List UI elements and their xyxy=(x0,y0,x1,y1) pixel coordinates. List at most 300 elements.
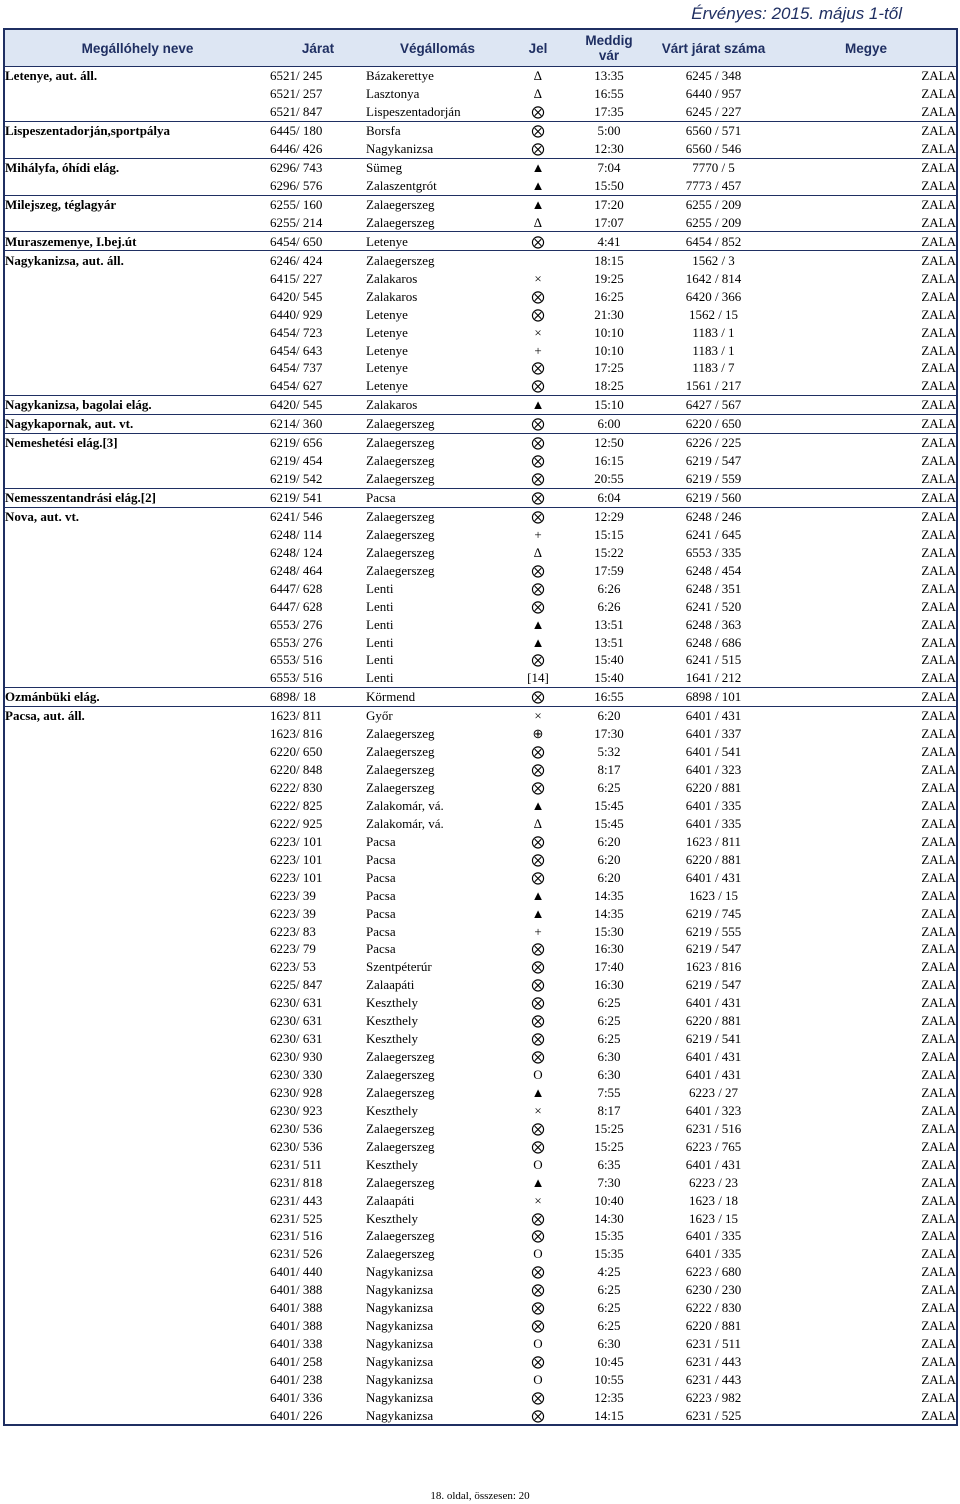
stop-name xyxy=(4,886,270,904)
stop-name xyxy=(4,323,270,341)
wait-until-time: 21:30 xyxy=(594,306,624,322)
stop-name xyxy=(4,561,270,579)
stop-name xyxy=(4,305,270,323)
destination: Győr xyxy=(366,706,509,724)
route-number: 6230/ 536 xyxy=(270,1120,323,1136)
awaited-route: 6560 / 571 xyxy=(651,121,776,139)
wait-until-time: 12:35 xyxy=(594,1389,624,1405)
wait-until-time: 6:25 xyxy=(597,1013,621,1029)
county: ZALA xyxy=(921,833,956,849)
table-row xyxy=(4,177,957,195)
route-number: 6446/ 426 xyxy=(270,141,323,157)
stop-name xyxy=(4,269,270,287)
stop-name xyxy=(4,177,270,195)
awaited-route: 6241 / 515 xyxy=(685,652,742,668)
sign-ti-icon: ▲ xyxy=(531,1174,545,1190)
table-row xyxy=(4,958,957,976)
awaited-route: 6560 / 546 xyxy=(685,141,742,157)
route-number: 6220/ 650 xyxy=(270,744,323,760)
route-number: 6230/ 631 xyxy=(270,995,323,1011)
table-row xyxy=(4,305,957,323)
sign-ci-icon: ⨂ xyxy=(509,232,567,251)
wait-until-time: 15:50 xyxy=(594,178,624,194)
table-row xyxy=(4,561,957,579)
county: ZALA xyxy=(921,1407,956,1423)
route-number: 6241/ 546 xyxy=(270,507,366,525)
sign-pl-icon: + xyxy=(534,526,542,542)
route-number: 6401/ 238 xyxy=(270,1371,323,1387)
wait-until-time: 8:17 xyxy=(597,1102,621,1118)
sign-ci-icon: ⨂ xyxy=(531,562,545,578)
route-number: 6230/ 928 xyxy=(270,1084,323,1100)
route-number: 6553/ 516 xyxy=(270,670,323,686)
awaited-route: 6223 / 680 xyxy=(685,1264,742,1280)
awaited-route: 6401 / 323 xyxy=(685,762,742,778)
county: ZALA xyxy=(921,851,956,867)
table-row xyxy=(4,67,957,85)
table-row xyxy=(4,1353,957,1371)
awaited-route: 1623 / 15 xyxy=(688,1210,739,1226)
wait-until-time: 6:25 xyxy=(597,1282,621,1298)
table-row xyxy=(4,597,957,615)
county: ZALA xyxy=(921,815,956,831)
route-number: 6220/ 848 xyxy=(270,762,323,778)
destination: Pacsa xyxy=(366,833,396,849)
awaited-route: 1641 / 212 xyxy=(685,670,742,686)
sign-ci-icon: ⨂ xyxy=(531,1013,545,1029)
awaited-route: 6454 / 852 xyxy=(651,232,776,251)
destination: Sümeg xyxy=(366,158,509,176)
sign-ti-icon: ▲ xyxy=(531,616,545,632)
route-number: 6248/ 124 xyxy=(270,544,323,560)
awaited-route: 6219 / 559 xyxy=(685,471,742,487)
county: ZALA xyxy=(776,433,957,451)
awaited-route: 1623 / 816 xyxy=(685,959,742,975)
county: ZALA xyxy=(921,744,956,760)
sign-ci-icon: ⨂ xyxy=(531,1138,545,1154)
destination: Zalaszentgrót xyxy=(366,178,437,194)
sign-cp-icon: ⊕ xyxy=(532,726,544,742)
stop-name xyxy=(4,1173,270,1191)
route-number: 6222/ 825 xyxy=(270,797,323,813)
sign-ci-icon: ⨂ xyxy=(531,1354,545,1370)
sign-o-icon: O xyxy=(533,1246,543,1262)
awaited-route: 6401 / 431 xyxy=(685,1067,742,1083)
wait-until-time: 7:55 xyxy=(597,1084,621,1100)
county: ZALA xyxy=(921,270,956,286)
sign-ti-icon: ▲ xyxy=(509,158,567,176)
table-row xyxy=(4,377,957,395)
destination: Zalaegerszeg xyxy=(366,1120,435,1136)
destination: Zalaegerszeg xyxy=(366,762,435,778)
sign-ci-icon: ⨂ xyxy=(531,1407,545,1423)
wait-until-time: 15:15 xyxy=(594,526,624,542)
stop-name xyxy=(4,1084,270,1102)
destination: Zalakomár, vá. xyxy=(366,797,444,813)
stop-name xyxy=(4,1371,270,1389)
awaited-route: 6255 / 209 xyxy=(685,214,742,230)
destination: Nagykanizsa xyxy=(366,1282,434,1298)
sign-ci-icon: ⨂ xyxy=(531,1049,545,1065)
stop-name: Lispeszentadorján,sportpálya xyxy=(4,121,270,139)
sign-ci-icon: ⨂ xyxy=(531,141,545,157)
stop-name xyxy=(4,761,270,779)
stop-name: Letenye, aut. áll. xyxy=(5,68,98,84)
route-number: 6420/ 545 xyxy=(270,395,366,414)
route-number: 1623/ 816 xyxy=(270,726,323,742)
table-row xyxy=(4,1066,957,1084)
destination: Keszthely xyxy=(366,1031,418,1047)
route-number: 6222/ 830 xyxy=(270,780,323,796)
col-wait-until-header xyxy=(567,29,651,67)
stop-name xyxy=(4,814,270,832)
county: ZALA xyxy=(921,887,956,903)
stop-name xyxy=(4,1101,270,1119)
table-row xyxy=(4,940,957,958)
stop-name: Milejszeg, téglagyár xyxy=(4,195,270,213)
stop-name xyxy=(4,1066,270,1084)
sign-ci-icon: ⨂ xyxy=(531,959,545,975)
wait-until-time: 18:15 xyxy=(567,251,651,269)
route-number: 6230/ 930 xyxy=(270,1049,323,1065)
route-number: 6553/ 276 xyxy=(270,634,323,650)
awaited-route: 6255 / 209 xyxy=(651,195,776,213)
route-number: 6401/ 388 xyxy=(270,1282,323,1298)
table-row xyxy=(4,195,957,213)
wait-until-line2: vár xyxy=(598,48,620,63)
col-county-header: Megye xyxy=(776,29,957,67)
route-number: 6223/ 83 xyxy=(270,923,316,939)
sign-ci-icon: ⨂ xyxy=(531,652,545,668)
route-number: 6454/ 643 xyxy=(270,342,323,358)
sign-x-icon: × xyxy=(534,270,542,286)
wait-until-time: 8:17 xyxy=(597,762,621,778)
destination: Keszthely xyxy=(366,1013,418,1029)
awaited-route: 6553 / 335 xyxy=(685,544,742,560)
route-number: 6231/ 525 xyxy=(270,1210,323,1226)
destination: Nagykanizsa xyxy=(366,1336,434,1352)
wait-until-time: 15:35 xyxy=(594,1228,624,1244)
stop-name xyxy=(4,725,270,743)
destination: Zalaegerszeg xyxy=(366,544,435,560)
sign-x-icon: × xyxy=(534,1192,542,1208)
route-number: 6231/ 511 xyxy=(270,1156,322,1172)
sign-b14-icon: [14] xyxy=(527,670,549,686)
awaited-route: 6245 / 348 xyxy=(685,68,742,84)
wait-until-time: 15:35 xyxy=(594,1246,624,1262)
awaited-route: 1623 / 811 xyxy=(685,833,742,849)
route-number: 6521/ 847 xyxy=(270,104,323,120)
county: ZALA xyxy=(921,1156,956,1172)
table-row xyxy=(4,1101,957,1119)
table-row xyxy=(4,1084,957,1102)
stop-name xyxy=(4,287,270,305)
county: ZALA xyxy=(921,1318,956,1334)
route-number: 6223/ 79 xyxy=(270,941,316,957)
destination: Letenye xyxy=(366,378,408,394)
route-number: 6230/ 923 xyxy=(270,1102,323,1118)
table-row xyxy=(4,1209,957,1227)
destination: Nagykanizsa xyxy=(366,1318,434,1334)
awaited-route: 1562 / 3 xyxy=(651,251,776,269)
wait-until-time: 13:51 xyxy=(594,634,624,650)
sign-x-icon: × xyxy=(509,706,567,724)
destination: Zalaegerszeg xyxy=(366,414,509,433)
wait-until-time: 6:20 xyxy=(597,833,621,849)
county: ZALA xyxy=(921,959,956,975)
stop-name xyxy=(4,140,270,158)
route-number: 6223/ 39 xyxy=(270,887,316,903)
wait-until-time: 15:25 xyxy=(594,1120,624,1136)
table-row xyxy=(4,1388,957,1406)
awaited-route: 6245 / 227 xyxy=(685,104,742,120)
route-number: 6401/ 336 xyxy=(270,1389,323,1405)
sign-ci-icon: ⨂ xyxy=(531,1228,545,1244)
wait-until-time: 17:25 xyxy=(594,360,624,376)
destination: Letenye xyxy=(366,232,509,251)
stop-name xyxy=(4,1245,270,1263)
destination: Pacsa xyxy=(366,488,509,507)
destination: Pacsa xyxy=(366,869,396,885)
wait-until-time: 16:55 xyxy=(567,687,651,706)
table-row xyxy=(4,797,957,815)
destination: Zalaegerszeg xyxy=(366,453,435,469)
destination: Nagykanizsa xyxy=(366,141,434,157)
awaited-route: 6226 / 225 xyxy=(651,433,776,451)
table-row xyxy=(4,886,957,904)
wait-until-time: 5:00 xyxy=(567,121,651,139)
county: ZALA xyxy=(776,232,957,251)
destination: Letenye xyxy=(366,360,408,376)
destination: Zalakomár, vá. xyxy=(366,815,444,831)
route-number: 6223/ 101 xyxy=(270,851,323,867)
route-number: 6223/ 39 xyxy=(270,905,316,921)
sign-ci-icon: ⨂ xyxy=(531,941,545,957)
awaited-route: 1183 / 1 xyxy=(692,342,735,358)
stop-name: Nagykanizsa, bagolai elág. xyxy=(4,395,270,414)
county: ZALA xyxy=(921,634,956,650)
wait-until-time: 6:04 xyxy=(567,488,651,507)
wait-until-time: 4:25 xyxy=(597,1264,621,1280)
stop-name xyxy=(4,940,270,958)
destination: Lasztonya xyxy=(366,86,420,102)
table-row xyxy=(4,706,957,724)
stop-name xyxy=(4,651,270,669)
stop-name xyxy=(4,341,270,359)
county: ZALA xyxy=(921,104,956,120)
awaited-route: 6401 / 337 xyxy=(685,726,742,742)
route-number: 6898/ 18 xyxy=(270,687,366,706)
route-number: 6223/ 53 xyxy=(270,959,316,975)
wait-until-line1: Meddig xyxy=(585,33,633,48)
destination: Nagykanizsa xyxy=(366,1264,434,1280)
wait-until-time: 6:26 xyxy=(597,598,621,614)
stop-name xyxy=(4,470,270,488)
county: ZALA xyxy=(921,616,956,632)
sign-x-icon: × xyxy=(534,324,542,340)
awaited-route: 6223 / 982 xyxy=(685,1389,742,1405)
awaited-route: 6401 / 431 xyxy=(685,1049,742,1065)
county: ZALA xyxy=(921,86,956,102)
wait-until-time: 19:25 xyxy=(594,270,624,286)
table-row xyxy=(4,1406,957,1425)
county: ZALA xyxy=(921,342,956,358)
table-row xyxy=(4,140,957,158)
sign-o-icon: O xyxy=(533,1336,543,1352)
route-number: 6230/ 536 xyxy=(270,1138,323,1154)
table-row xyxy=(4,725,957,743)
table-row xyxy=(4,251,957,269)
table-row xyxy=(4,1048,957,1066)
sign-ti-icon: ▲ xyxy=(531,178,545,194)
sign-ci-icon: ⨂ xyxy=(531,104,545,120)
route-number: 6255/ 160 xyxy=(270,195,366,213)
awaited-route: 6231 / 443 xyxy=(685,1371,742,1387)
county: ZALA xyxy=(921,1371,956,1387)
table-row xyxy=(4,543,957,561)
county: ZALA xyxy=(921,324,956,340)
stop-name xyxy=(4,1191,270,1209)
destination: Zalaegerszeg xyxy=(366,433,509,451)
table-row xyxy=(4,1012,957,1030)
wait-until-time: 16:30 xyxy=(594,977,624,993)
sign-ci-icon: ⨂ xyxy=(509,433,567,451)
county: ZALA xyxy=(921,360,956,376)
sign-ci-icon: ⨂ xyxy=(531,1389,545,1405)
county: ZALA xyxy=(921,306,956,322)
wait-until-time: 6:25 xyxy=(597,1300,621,1316)
destination: Pacsa xyxy=(366,851,396,867)
destination: Lenti xyxy=(366,634,394,650)
awaited-route: 6219 / 547 xyxy=(685,941,742,957)
county: ZALA xyxy=(776,158,957,176)
destination: Nagykanizsa xyxy=(366,1407,434,1423)
destination: Keszthely xyxy=(366,995,418,1011)
destination: Zalaegerszeg xyxy=(366,471,435,487)
stop-name xyxy=(4,1209,270,1227)
stop-name xyxy=(4,779,270,797)
stop-name xyxy=(4,579,270,597)
sign-ci-icon: ⨂ xyxy=(509,414,567,433)
awaited-route: 6898 / 101 xyxy=(651,687,776,706)
table-row xyxy=(4,1155,957,1173)
route-number: 6219/ 541 xyxy=(270,488,366,507)
county: ZALA xyxy=(921,652,956,668)
county: ZALA xyxy=(921,178,956,194)
county: ZALA xyxy=(921,1120,956,1136)
wait-until-time: 6:20 xyxy=(597,869,621,885)
wait-until-time: 6:35 xyxy=(597,1156,621,1172)
awaited-route: 6401 / 431 xyxy=(685,995,742,1011)
wait-until-time: 13:51 xyxy=(594,616,624,632)
route-number: 6219/ 454 xyxy=(270,453,323,469)
county: ZALA xyxy=(776,251,957,269)
sign-ci-icon: ⨂ xyxy=(531,471,545,487)
table-row xyxy=(4,615,957,633)
col-stop-header: Megállóhely neve xyxy=(4,29,270,67)
county: ZALA xyxy=(776,687,957,706)
timetable xyxy=(3,28,958,1426)
stop-name xyxy=(4,633,270,651)
destination: Zalaegerszeg xyxy=(366,507,509,525)
awaited-route: 6220 / 650 xyxy=(651,414,776,433)
awaited-route: 6401 / 541 xyxy=(685,744,742,760)
sign-ci-icon: ⨂ xyxy=(531,378,545,394)
sign-o-icon: O xyxy=(533,1371,543,1387)
route-number: 6231/ 818 xyxy=(270,1174,323,1190)
table-row xyxy=(4,1335,957,1353)
table-row xyxy=(4,323,957,341)
route-number: 6447/ 628 xyxy=(270,598,323,614)
validity-note: Érvényes: 2015. május 1-től xyxy=(691,4,902,23)
destination: Zalakaros xyxy=(366,395,509,414)
county: ZALA xyxy=(921,670,956,686)
wait-until-time: 16:30 xyxy=(594,941,624,957)
col-awaited-route-header: Várt járat száma xyxy=(651,29,776,67)
table-row xyxy=(4,1119,957,1137)
county: ZALA xyxy=(921,1174,956,1190)
awaited-route: 6401 / 323 xyxy=(685,1102,742,1118)
wait-until-time: 12:50 xyxy=(567,433,651,451)
col-destination-header: Végállomás xyxy=(366,29,509,67)
awaited-route: 6219 / 745 xyxy=(685,905,742,921)
wait-until-time: 6:30 xyxy=(597,1067,621,1083)
county: ZALA xyxy=(921,288,956,304)
sign-ci-icon: ⨂ xyxy=(531,580,545,596)
stop-name xyxy=(4,797,270,815)
wait-until-time: 6:00 xyxy=(567,414,651,433)
wait-until-time: 12:29 xyxy=(567,507,651,525)
county: ZALA xyxy=(921,378,956,394)
sign-de-icon: ∆ xyxy=(534,815,542,831)
route-number: 6401/ 338 xyxy=(270,1336,323,1352)
stop-name xyxy=(4,1406,270,1425)
wait-until-time: 6:30 xyxy=(597,1336,621,1352)
destination: Lenti xyxy=(366,598,394,614)
wait-until-time: 10:55 xyxy=(594,1371,624,1387)
stop-name xyxy=(4,904,270,922)
county: ZALA xyxy=(921,977,956,993)
destination: Zalaegerszeg xyxy=(366,526,435,542)
stop-name xyxy=(4,85,270,103)
stop-name xyxy=(4,850,270,868)
destination: Pacsa xyxy=(366,887,396,903)
county: ZALA xyxy=(921,1354,956,1370)
stop-name xyxy=(4,1227,270,1245)
wait-until-time: 14:30 xyxy=(594,1210,624,1226)
sign-ti-icon: ▲ xyxy=(509,395,567,414)
sign-ci-icon: ⨂ xyxy=(531,851,545,867)
county: ZALA xyxy=(921,1246,956,1262)
county: ZALA xyxy=(776,195,957,213)
stop-name xyxy=(4,868,270,886)
col-route-header: Járat xyxy=(270,29,366,67)
route-number: 6248/ 464 xyxy=(270,562,323,578)
sign-ci-icon: ⨂ xyxy=(531,1282,545,1298)
sign-ci-icon: ⨂ xyxy=(531,1318,545,1334)
awaited-route: 6220 / 881 xyxy=(685,780,742,796)
table-row xyxy=(4,868,957,886)
wait-until-time: 20:55 xyxy=(594,471,624,487)
destination: Zalaegerszeg xyxy=(366,744,435,760)
route-number: 6219/ 542 xyxy=(270,471,323,487)
route-number: 6296/ 743 xyxy=(270,158,366,176)
table-row xyxy=(4,214,957,232)
sign-ci-icon: ⨂ xyxy=(531,598,545,614)
stop-name xyxy=(4,1030,270,1048)
route-number: 6445/ 180 xyxy=(270,121,366,139)
stop-name xyxy=(4,214,270,232)
